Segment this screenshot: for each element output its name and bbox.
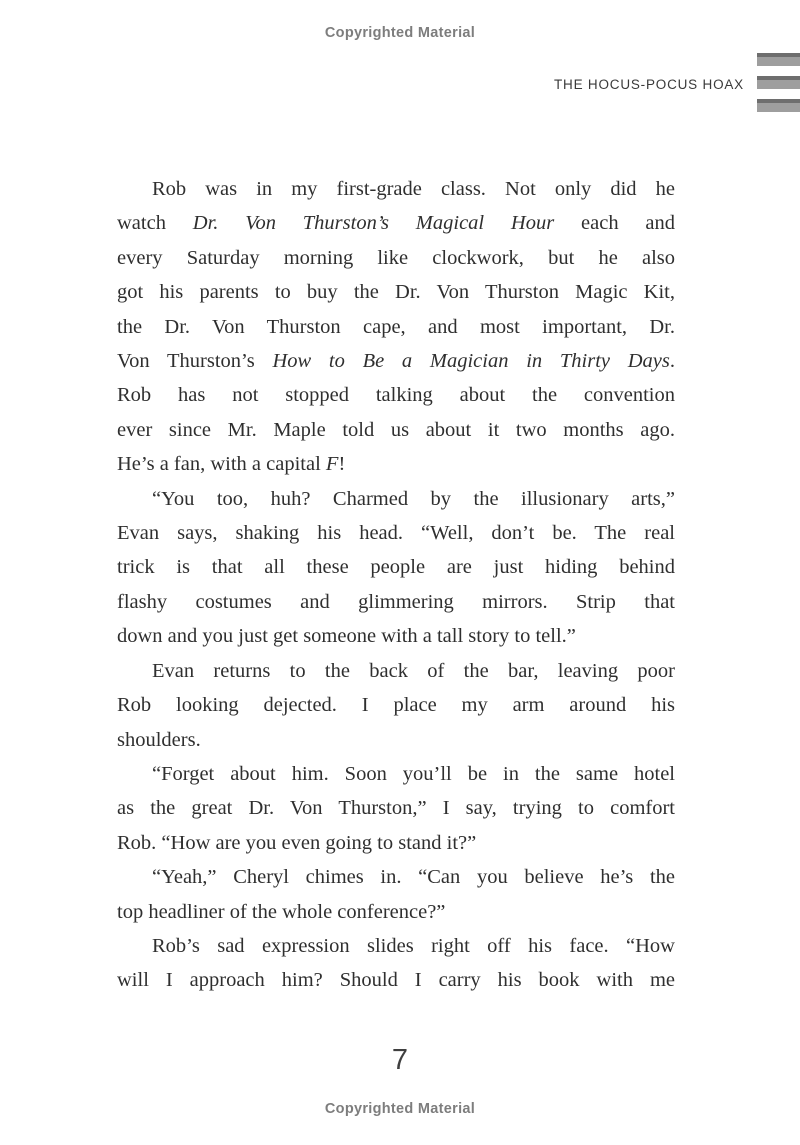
text-line: Evan returns to the back of the bar, leaving poor [152, 659, 675, 682]
text-line: “You too, huh? Charmed by the illusionary arts,” [152, 487, 675, 510]
text-line: “Forget about him. Soon you’ll be in the same hotel [152, 762, 675, 785]
text-line: shoulders. [117, 728, 201, 751]
page-edge-stripes [757, 53, 800, 122]
stripe-decoration [757, 99, 800, 112]
text-line: He’s a fan, with a capital F! [117, 453, 346, 476]
running-head: THE HOCUS-POCUS HOAX [553, 77, 744, 92]
text-line: the Dr. Von Thurston cape, and most important, Dr. [117, 315, 675, 338]
page-number: 7 [391, 1044, 409, 1076]
text-line: Rob. “How are you even going to stand it?” [117, 831, 477, 854]
text-line: down and you just get someone with a tall story to tell.” [117, 625, 576, 648]
copyright-notice-bottom: Copyrighted Material [324, 1101, 476, 1117]
text-line: as the great Dr. Von Thurston,” I say, trying to comfort [117, 797, 675, 820]
text-line: Rob looking dejected. I place my arm around his [117, 694, 675, 717]
stripe-decoration [757, 76, 800, 89]
copyright-notice-top: Copyrighted Material [324, 25, 476, 41]
stripe-decoration [757, 53, 800, 66]
text-line: ever since Mr. Maple told us about it two months ago. [117, 418, 675, 441]
text-line: every Saturday morning like clockwork, but he also [117, 246, 675, 269]
body-text [117, 172, 675, 998]
text-line: Von Thurston’s How to Be a Magician in Thirty Days. [117, 350, 675, 373]
text-line: trick is that all these people are just hiding behind [117, 556, 675, 579]
text-line: Evan says, shaking his head. “Well, don’t be. The real [117, 522, 675, 545]
text-line: got his parents to buy the Dr. Von Thurston Magic Kit, [117, 281, 675, 304]
text-line: top headliner of the whole conference?” [117, 900, 446, 923]
text-line: “Yeah,” Cheryl chimes in. “Can you believe he’s the [152, 866, 675, 889]
text-line: Rob was in my first-grade class. Not only did he [152, 178, 675, 200]
text-line: Rob has not stopped talking about the convention [117, 384, 675, 407]
text-line: watch Dr. Von Thurston’s Magical Hour each and [117, 212, 675, 235]
text-line: will I approach him? Should I carry his book with me [117, 969, 675, 992]
text-line: flashy costumes and glimmering mirrors. Strip that [117, 590, 675, 613]
text-line: Rob’s sad expression slides right off his face. “How [152, 934, 675, 957]
